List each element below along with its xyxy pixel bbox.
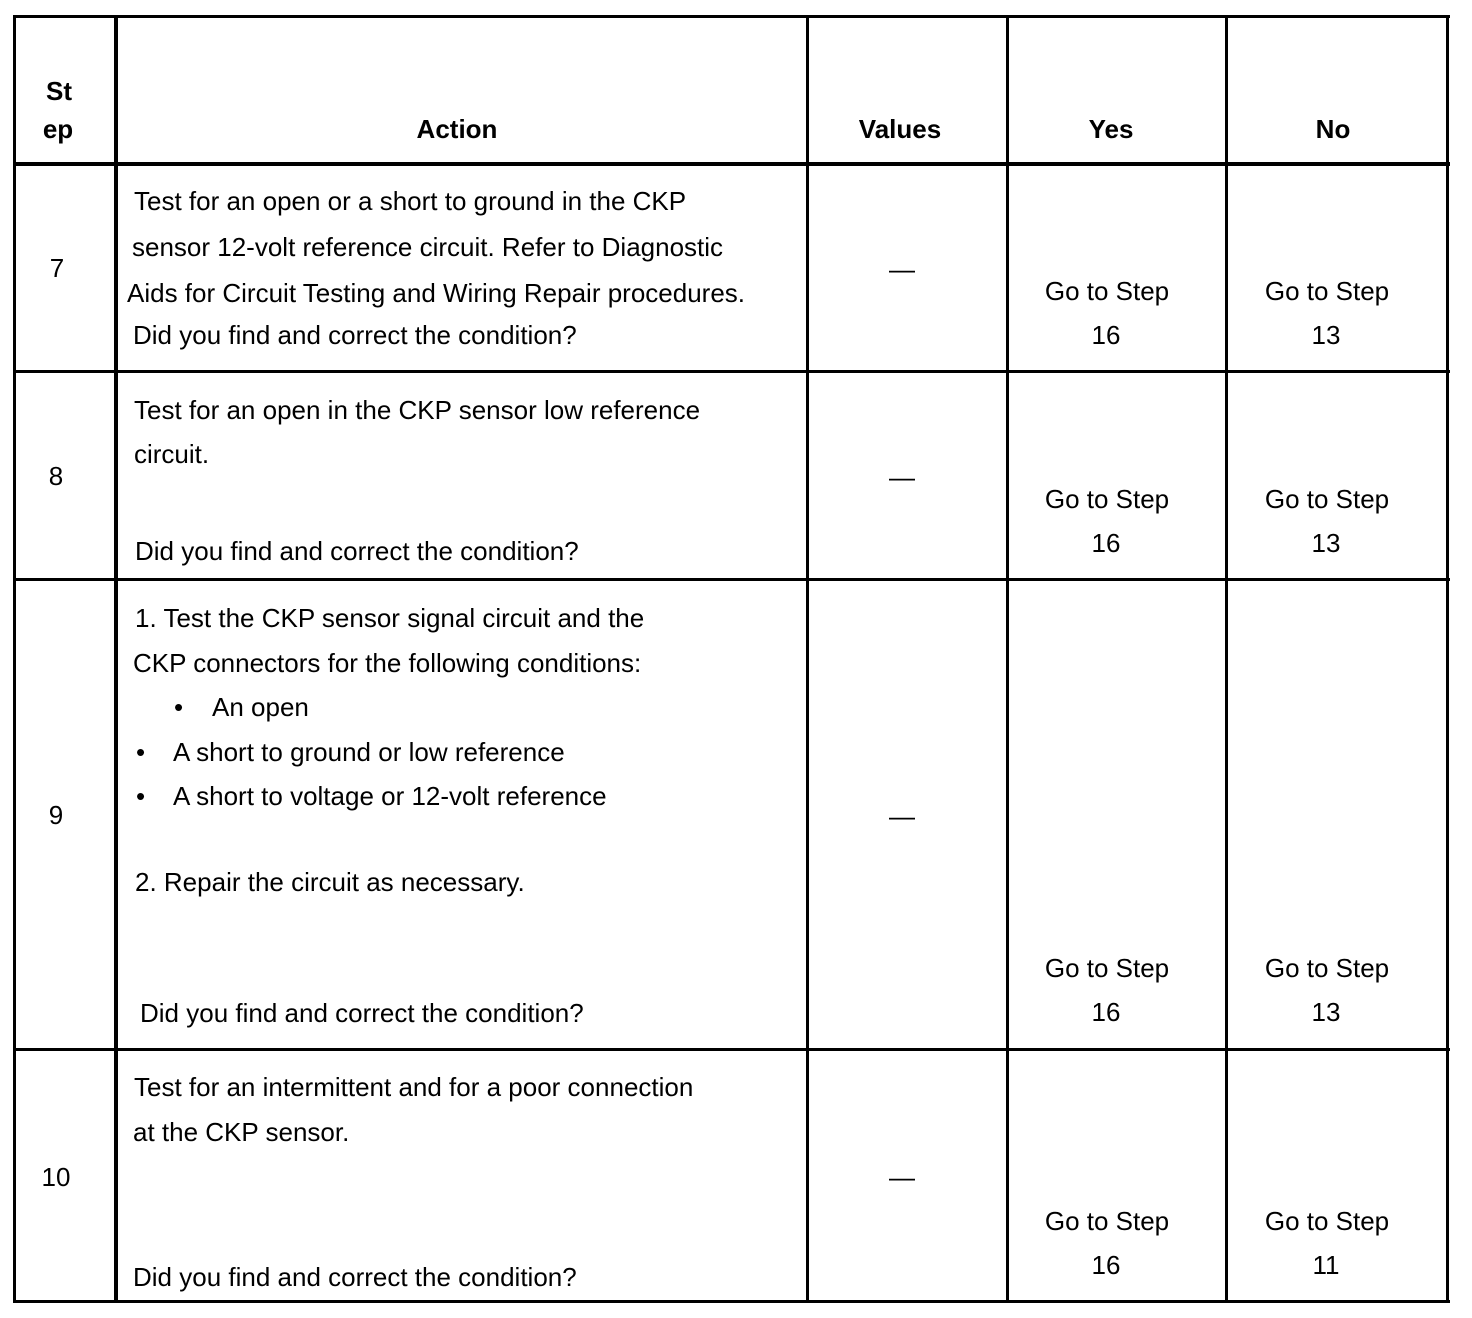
column-divider (1225, 15, 1228, 1303)
table-border-bottom (13, 1300, 1450, 1303)
header-values: Values (858, 114, 942, 144)
header-yes: Yes (1088, 114, 1134, 144)
action-text: at the CKP sensor. (133, 1117, 350, 1147)
action-question: Did you find and correct the condition? (133, 1262, 577, 1292)
action-text: Test for an open in the CKP sensor low reference (134, 395, 701, 425)
yes-step: 16 (1091, 997, 1121, 1027)
no-goto: Go to Step (1264, 1206, 1390, 1236)
yes-goto: Go to Step (1044, 484, 1170, 514)
column-divider (806, 15, 809, 1303)
no-goto: Go to Step (1264, 276, 1390, 306)
action-text: Test for an intermittent and for a poor connection (134, 1072, 694, 1102)
header-step-line-1: St (46, 76, 72, 106)
yes-goto: Go to Step (1044, 953, 1170, 983)
header-step-line-2: ep (42, 114, 74, 144)
action-text: An open (212, 692, 309, 722)
header-action: Action (416, 114, 498, 144)
yes-goto: Go to Step (1044, 276, 1170, 306)
no-step: 13 (1311, 528, 1341, 558)
step-number: 7 (49, 253, 65, 283)
row-divider (13, 578, 1450, 581)
action-text: CKP connectors for the following conditions: (133, 648, 642, 678)
action-text: A short to ground or low reference (173, 737, 565, 767)
table-border-top (13, 15, 1450, 18)
column-divider (114, 15, 118, 1303)
action-text: Test for an open or a short to ground in the CKP (134, 186, 687, 216)
action-text: sensor 12-volt reference circuit. Refer to Diagnostic (132, 232, 724, 262)
step-number: 8 (48, 461, 64, 491)
no-step: 11 (1312, 1250, 1340, 1280)
yes-goto: Go to Step (1044, 1206, 1170, 1236)
yes-step: 16 (1091, 528, 1121, 558)
bullet: • (174, 692, 184, 722)
header-divider (13, 162, 1450, 166)
step-number: 10 (41, 1162, 71, 1192)
action-text: 1. Test the CKP sensor signal circuit and the (135, 603, 645, 633)
table-border-left (13, 15, 16, 1303)
action-text: Aids for Circuit Testing and Wiring Repair procedures. (127, 278, 746, 308)
action-question: Did you find and correct the condition? (133, 320, 577, 350)
value-dash: — (889, 801, 915, 831)
action-question: Did you find and correct the condition? (140, 998, 584, 1028)
step-number: 9 (48, 800, 64, 830)
column-divider (1006, 15, 1009, 1303)
action-text: A short to voltage or 12-volt reference (173, 781, 607, 811)
value-dash: — (889, 254, 915, 284)
value-dash: — (889, 1162, 915, 1192)
header-no: No (1315, 114, 1351, 144)
no-goto: Go to Step (1264, 953, 1390, 983)
action-question: Did you find and correct the condition? (135, 536, 579, 566)
table-border-right (1446, 15, 1449, 1303)
yes-step: 16 (1091, 1250, 1121, 1280)
row-divider (13, 1048, 1450, 1051)
row-divider (13, 370, 1450, 373)
action-text: 2. Repair the circuit as necessary. (135, 867, 525, 897)
no-step: 13 (1311, 320, 1341, 350)
bullet: • (136, 737, 146, 767)
no-goto: Go to Step (1264, 484, 1390, 514)
no-step: 13 (1311, 997, 1341, 1027)
value-dash: — (889, 462, 915, 492)
yes-step: 16 (1091, 320, 1121, 350)
bullet: • (136, 781, 146, 811)
action-text: circuit. (134, 439, 210, 469)
